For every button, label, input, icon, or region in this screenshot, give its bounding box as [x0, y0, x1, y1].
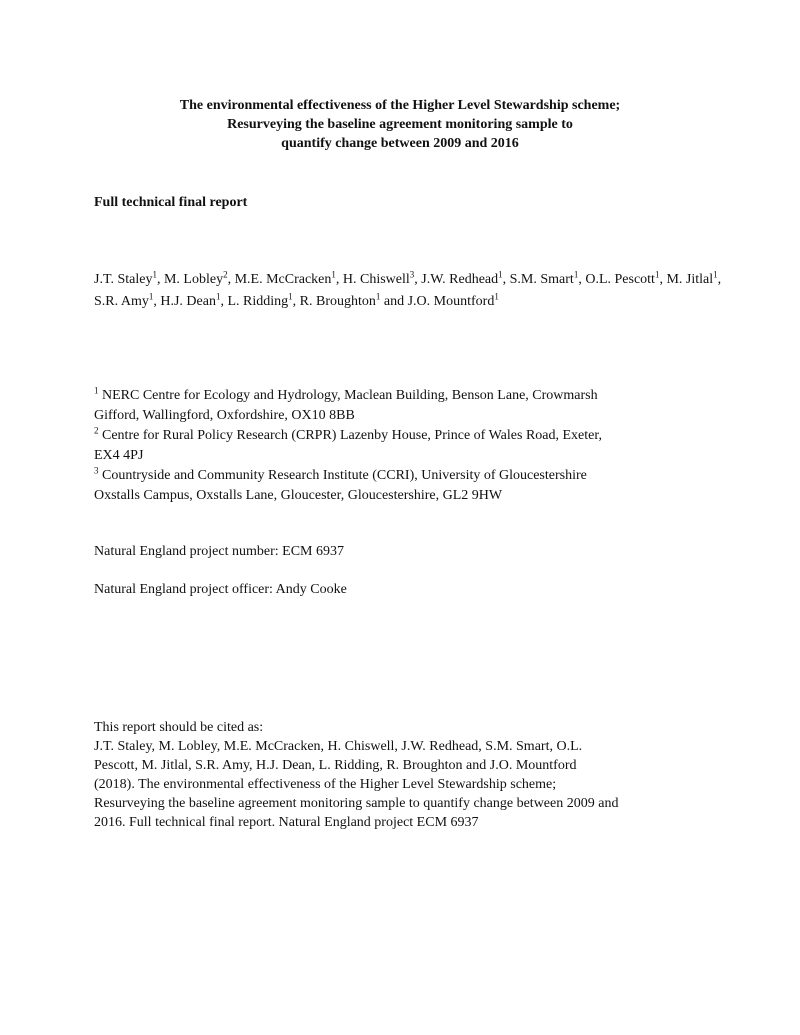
- project-number: Natural England project number: ECM 6937: [94, 544, 344, 559]
- author-affiliation-marker: 3: [409, 269, 415, 280]
- author-name: J.O. Mountford: [407, 294, 495, 309]
- author-separator: and: [380, 294, 408, 309]
- author-affiliation-marker: 1: [654, 269, 660, 280]
- author-name: S.R. Amy: [94, 294, 149, 309]
- citation-block: [94, 718, 734, 832]
- affiliation-marker: 3: [94, 465, 99, 476]
- title-line: Resurveying the baseline agreement monitoring sample to: [227, 117, 573, 132]
- author-affiliation-marker: 1: [152, 269, 157, 280]
- author-separator: ,: [335, 272, 343, 287]
- author-name: O.L. Pescott: [585, 272, 655, 287]
- affiliation-text: EX4 4PJ: [94, 448, 144, 463]
- project-officer: Natural England project officer: Andy Cooke: [94, 582, 347, 597]
- title-line: The environmental effectiveness of the Higher Level Stewardship scheme;: [179, 98, 621, 113]
- author-separator: ,: [156, 272, 164, 287]
- author-name: H.J. Dean: [160, 294, 216, 309]
- affiliation-text: Oxstalls Campus, Oxstalls Lane, Gloucester, Gloucestershire, GL2 9HW: [94, 488, 503, 503]
- author-affiliation-marker: 1: [494, 291, 499, 302]
- citation-line: Pescott, M. Jitlal, S.R. Amy, H.J. Dean, L. Ridding, R. Broughton and J.O. Mountford: [94, 758, 577, 773]
- author-separator: ,: [502, 272, 510, 287]
- author-separator: ,: [227, 272, 235, 287]
- author-separator: ,: [717, 272, 722, 287]
- author-affiliation-marker: 1: [215, 291, 221, 302]
- author-name: M. Jitlal: [666, 272, 714, 287]
- affiliation-marker: 2: [94, 425, 99, 436]
- affiliation-list: [94, 386, 734, 506]
- affiliation-text: Gifford, Wallingford, Oxfordshire, OX10 8BB: [94, 408, 355, 423]
- citation-line: J.T. Staley, M. Lobley, M.E. McCracken, H. Chiswell, J.W. Redhead, S.M. Smart, O.L.: [94, 739, 583, 754]
- citation-line: 2016. Full technical final report. Natural England project ECM 6937: [94, 815, 479, 830]
- author-affiliation-marker: 1: [573, 269, 579, 280]
- affiliation-1-line: [94, 386, 734, 406]
- author-separator: ,: [414, 272, 422, 287]
- author-separator: ,: [292, 294, 300, 309]
- affiliation-text: NERC Centre for Ecology and Hydrology, Maclean Building, Benson Lane, Crowmarsh: [102, 388, 598, 403]
- author-name: M.E. McCracken: [234, 272, 332, 287]
- author-affiliation-marker: 1: [288, 291, 293, 302]
- author-affiliation-marker: 1: [148, 291, 154, 302]
- author-name: L. Ridding: [227, 294, 289, 309]
- author-name: S.M. Smart: [509, 272, 574, 287]
- author-name: M. Lobley: [163, 272, 224, 287]
- author-affiliation-marker: 1: [713, 269, 718, 280]
- affiliation-2-line: [94, 426, 734, 446]
- citation-line: This report should be cited as:: [94, 720, 264, 735]
- author-affiliation-marker: 1: [498, 269, 503, 280]
- author-separator: ,: [578, 272, 586, 287]
- affiliation-text: Countryside and Community Research Institute (CCRI), University of Gloucestershire: [102, 468, 587, 483]
- author-affiliation-marker: 2: [223, 269, 228, 280]
- author-affiliation-marker: 1: [375, 291, 381, 302]
- author-affiliation-marker: 1: [331, 269, 336, 280]
- report-title: [60, 96, 740, 153]
- author-name: J.W. Redhead: [421, 272, 499, 287]
- title-line: quantify change between 2009 and 2016: [281, 136, 519, 151]
- report-subtitle: Full technical final report: [94, 195, 248, 210]
- author-name: H. Chiswell: [342, 272, 410, 287]
- affiliation-text: Centre for Rural Policy Research (CRPR) Lazenby House, Prince of Wales Road, Exeter,: [102, 428, 602, 443]
- author-separator: ,: [153, 294, 161, 309]
- author-separator: ,: [659, 272, 667, 287]
- author-name: J.T. Staley: [94, 272, 153, 287]
- author-name: R. Broughton: [299, 294, 376, 309]
- affiliation-3-line: [94, 466, 734, 486]
- author-list: [94, 269, 734, 313]
- affiliation-marker: 1: [94, 385, 99, 396]
- citation-line: Resurveying the baseline agreement monitoring sample to quantify change between 2009 and: [94, 796, 619, 811]
- author-separator: ,: [220, 294, 228, 309]
- citation-line: (2018). The environmental effectiveness of the Higher Level Stewardship scheme;: [94, 777, 557, 792]
